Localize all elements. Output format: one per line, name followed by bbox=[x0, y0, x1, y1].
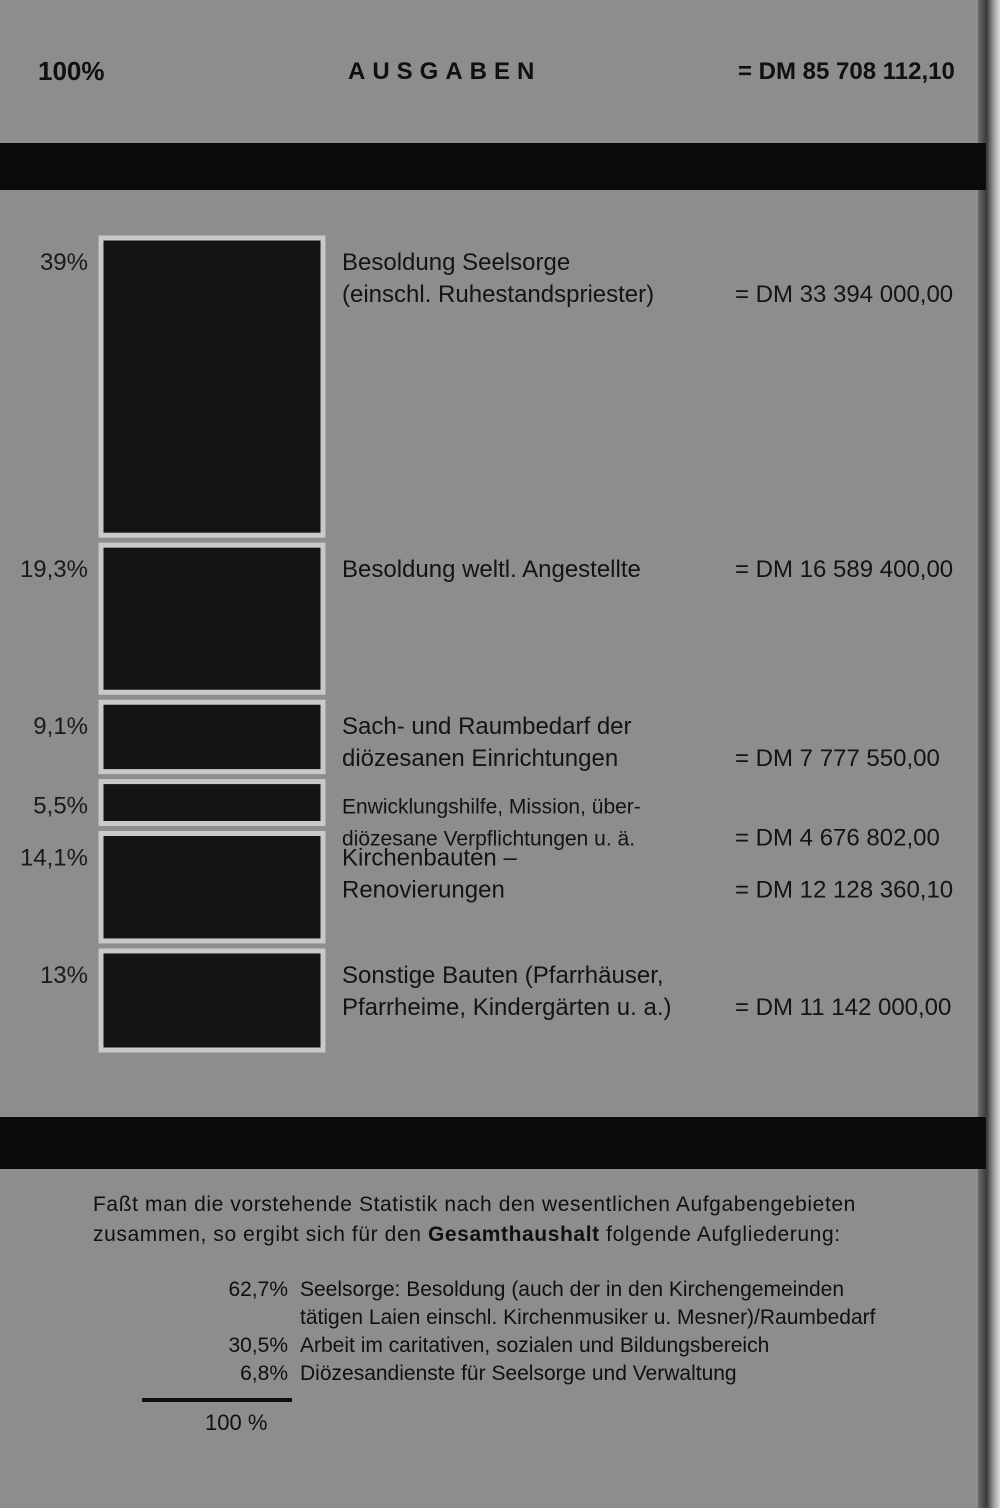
breakdown-pct: 62,7% bbox=[228, 1278, 288, 1301]
segment-description: Enwicklungshilfe, Mission, über- bbox=[342, 795, 641, 819]
summary-line-2-post: folgende Aufgliederung: bbox=[599, 1223, 841, 1246]
segment-percent-label: 5,5% bbox=[33, 792, 88, 820]
summary-line-2 bbox=[93, 1220, 983, 1250]
segment-description: Besoldung Seelsorge bbox=[342, 249, 571, 276]
segment-description: diözesane Verpflichtungen u. ä. bbox=[342, 827, 636, 851]
segment-description: Renovierungen bbox=[342, 876, 505, 904]
summary-line-1: Faßt man die vorstehende Statistik nach den wesentlichen Aufgabengebieten bbox=[93, 1193, 856, 1216]
segment-percent-label: 13% bbox=[39, 961, 88, 989]
summary-bold-term: Gesamthaushalt bbox=[427, 1223, 600, 1246]
bar-segment-1 bbox=[101, 238, 323, 535]
segment-percent-label: 19,3% bbox=[19, 556, 88, 584]
bar-segment-4 bbox=[101, 782, 323, 824]
breakdown-text: Diözesandienste für Seelsorge und Verwaltung bbox=[300, 1362, 737, 1385]
segment-description: (einschl. Ruhestandspriester) bbox=[342, 281, 655, 308]
summary-text bbox=[93, 1190, 983, 1250]
bar-segment-5 bbox=[101, 833, 323, 940]
segment-description: Sonstige Bauten (Pfarrhäuser, bbox=[342, 961, 664, 989]
segment-percent-label: 9,1% bbox=[33, 713, 88, 741]
segment-description: Pfarrheime, Kindergärten u. a.) bbox=[342, 993, 672, 1021]
segment-description: Besoldung weltl. Angestellte bbox=[342, 556, 641, 584]
segment-description: Kirchenbauten – bbox=[342, 844, 517, 872]
segment-percent-label: 39% bbox=[39, 249, 88, 276]
bar-segment-6 bbox=[101, 951, 323, 1050]
bar-segment-3 bbox=[101, 702, 323, 771]
segment-amount: = DM 12 128 360,10 bbox=[735, 876, 954, 904]
breakdown-text: Seelsorge: Besoldung (auch der in den Kirchengemeinden bbox=[300, 1278, 845, 1301]
segment-amount: = DM 7 777 550,00 bbox=[735, 745, 940, 773]
segment-percent-label: 14,1% bbox=[19, 844, 88, 872]
header-total-amount: = DM 85 708 112,10 bbox=[738, 58, 955, 85]
bar-segment-2 bbox=[101, 545, 323, 692]
segment-description: diözesanen Einrichtungen bbox=[342, 745, 619, 773]
header-percent: 100% bbox=[38, 56, 105, 86]
segment-amount: = DM 33 394 000,00 bbox=[735, 281, 954, 308]
page-title: AUSGABEN bbox=[348, 58, 542, 85]
bottom-band bbox=[0, 1117, 986, 1169]
breakdown-pct: 30,5% bbox=[228, 1334, 288, 1357]
sum-rule bbox=[142, 1398, 292, 1402]
summary-line-2-pre: zusammen, so ergibt sich für den bbox=[93, 1223, 428, 1246]
breakdown-text: tätigen Laien einschl. Kirchenmusiker u. Mesner)/Raumbedarf bbox=[300, 1306, 876, 1329]
segment-amount: = DM 16 589 400,00 bbox=[735, 556, 954, 584]
segment-description: Sach- und Raumbedarf der bbox=[342, 713, 632, 741]
breakdown-total: 100 % bbox=[205, 1410, 268, 1435]
segment-amount: = DM 4 676 802,00 bbox=[735, 824, 940, 852]
breakdown-pct: 6,8% bbox=[240, 1362, 288, 1385]
segment-amount: = DM 11 142 000,00 bbox=[735, 993, 952, 1021]
breakdown-text: Arbeit im caritativen, sozialen und Bildungsbereich bbox=[300, 1334, 770, 1357]
